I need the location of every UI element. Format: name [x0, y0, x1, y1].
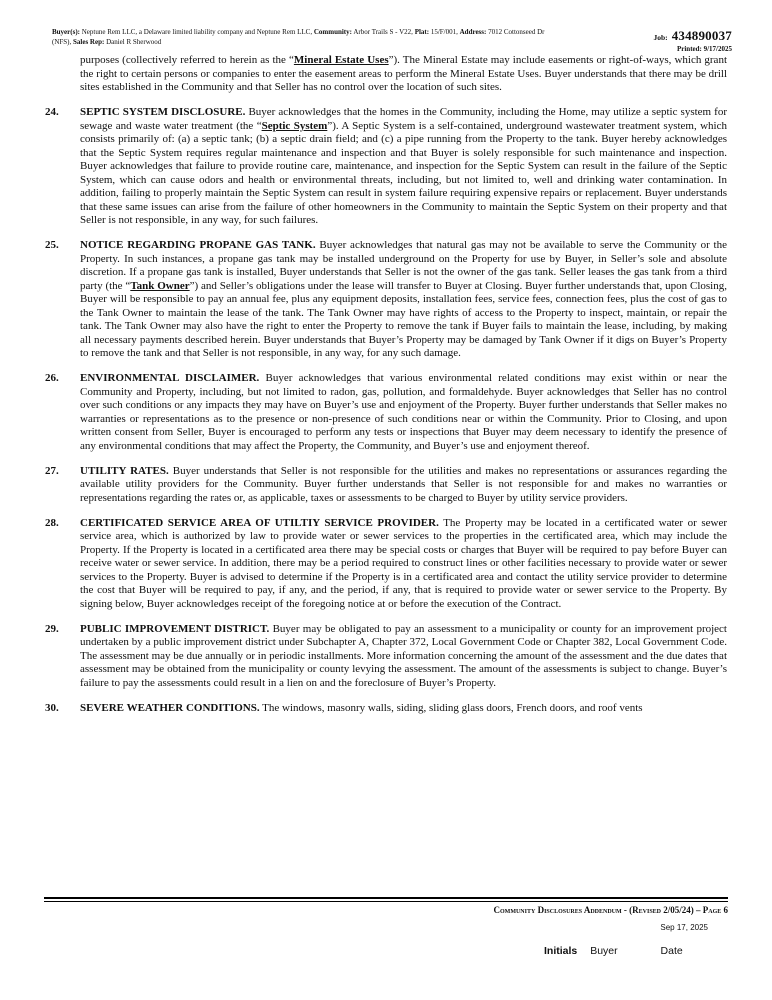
section-title: UTILITY RATES. [80, 464, 169, 477]
job-number: 434890037 [671, 28, 732, 43]
defined-term: Mineral Estate Uses [293, 54, 389, 66]
community-value: Arbor Trails S - V22, [353, 28, 413, 36]
job-label: Job: [653, 33, 668, 42]
section-title: NOTICE REGARDING PROPANE GAS TANK [80, 239, 313, 251]
footer-date: Sep 17, 2025 [660, 923, 708, 932]
address-value: 7012 Cottonseed Dr [488, 28, 545, 36]
footer-rule-thin [44, 901, 728, 902]
header-info [52, 27, 642, 47]
plat-label: Plat: [414, 28, 430, 36]
section-number: 30. [45, 701, 59, 714]
sales-rep-label: Sales Rep: [73, 38, 105, 46]
printed-date: 9/17/2025 [703, 45, 732, 53]
address-line2: (NFS), [52, 38, 72, 46]
section-title: ENVIRONMENTAL DISCLAIMER [80, 372, 257, 384]
defined-term: Septic System [261, 119, 328, 132]
section-title: SEPTIC SYSTEM DISCLOSURE [80, 106, 243, 118]
buyers-value: Neptune Rem LLC, a Delaware limited liability company and Neptune Rem LLC, [81, 28, 313, 36]
initials-date-field[interactable]: Date [660, 945, 683, 957]
page-header [52, 27, 732, 53]
document-body [45, 54, 727, 727]
section-number: 26. [45, 372, 59, 384]
defined-term: Tank Owner [130, 279, 190, 292]
section-number: 27. [45, 464, 59, 477]
plat-value: 15/F/001, [430, 28, 458, 36]
section-24: 24. SEPTIC SYSTEM DISCLOSURE. Buyer acknowledges that the homes in the Community, including the Home, may utilize a septic system for sewage and waste water treatment (the “Septic System”). A Septic System is a self-contained, underground wastewater treatment system, which consists primarily of: (a) a septic tank; (b) a septic drain field; and (c) a pipe running from the Property to the tank. Buyer hereby acknowledges that the Septic System requires regular maintenance and inspection and that Buyer is solely responsible for such maintenance and inspection. Buyer acknowledges that failure to provide routine care, maintenance, and inspection for the Septic System can result in the failure of the Septic System, which can cause odors and health or environmental threats, including, but not limited to, well and drinking water contamination. In addition, failing to properly maintain the Septic System can result in system failure requiring expensive repairs or replacement. Buyer understands that these same issues can arise from the failure of other homeowners in the Community to maintain the Septic System on their property and that Seller is not responsible, in any way, for such failures. [45, 106, 727, 226]
community-label: Community: [313, 28, 352, 36]
printed-label: Printed: [676, 45, 702, 53]
continuation-paragraph: purposes (collectively referred to herein as the “Mineral Estate Uses”). The Mineral Estate may include easements or right-of-ways, which grant the right to certain persons or companies to enter the easement areas to perform the Mineral Estate Uses. Buyer understands that there may be drill sites established in the Community and that Seller has no control over the location of such sites. [80, 54, 727, 93]
buyers-label: Buyer(s): [52, 28, 80, 36]
section-number: 25. [45, 239, 59, 251]
section-28: 28. CERTIFICATED SERVICE AREA OF UTILTIY SERVICE PROVIDER. The Property may be located in a certificated water or sewer service area, which is authorized by law to provide water or sewer services to the properties in the certificated area, which may include the Property. If the Property is located in a certificated area there may be special costs or charges that Buyer will be required to pay before Buyer can receive water or sewer service. In addition, there may be a period required to construct lines or other facilities necessary to provide water or sewer services to the Property. Buyer is advised to determine if the Property is in a certificated area and contact the utility service provider to determine the cost that Buyer will be required to pay, if any, and the period, if any, that is required to provide water or sewer service to the Property. By signing below, Buyer acknowledges receipt of the foregoing notice at or before the execution of the Contract. [45, 516, 727, 610]
section-title: PUBLIC IMPROVEMENT DISTRICT [80, 622, 267, 635]
section-29: 29. PUBLIC IMPROVEMENT DISTRICT. Buyer may be obligated to pay an assessment to a municipality or county for an improvement project undertaken by a public improvement district under Subchapter A, Chapter 372, Local Government Code or Chapter 382, Local Government Code. The assessment may be due annually or in periodic installments. More information concerning the amount of the assessment and the due dates that assessment may be obtained from the municipality or county levying the assessment. The amount of the assessments is subject to change. Buyer’s failure to pay the assessments could result in a lien on and the foreclosure of Buyer’s Property. [45, 622, 727, 689]
initials-label: Initials [544, 945, 578, 957]
section-number: 24. [45, 106, 59, 118]
section-title: SEVERE WEATHER CONDITIONS [80, 701, 257, 714]
section-26: 26. ENVIRONMENTAL DISCLAIMER. Buyer acknowledges that various environmental related conditions may exist within or near the Community and Property, including, but not limited to radon, gas, pollution, and formaldehyde. Buyer acknowledges that Seller has no control over such conditions or any impacts they may have on Buyer’s use and enjoyment of the Property. Buyer further understands that Seller makes no warranties or representations as to the presence or non-presence of such conditions near or within the Community. Prior to Closing, and upon written consent from Seller, Buyer is encouraged to perform any tests or inspections that Buyer may deem necessary to identify the presence of any environmental conditions that may affect the Property, the Community, and Buyer’s use and enjoyment thereof. [45, 372, 727, 452]
section-25: 25. NOTICE REGARDING PROPANE GAS TANK. Buyer acknowledges that natural gas may not be available to serve the Community or the Property. In such instances, a propane gas tank may be installed underground on the Property for use by Buyer, in Seller’s sole and absolute discretion. If a propane gas tank is installed, Buyer understands that Seller is not the owner of the gas tank. Seller leases the gas tank from a third party (the “Tank Owner”) and Seller’s obligations under the lease will transfer to Buyer at Closing. Buyer further understands that, upon Closing, Buyer will be responsible to pay an annual fee, plus any equipment deposits, installation fees, service fees, connection fees, plus the cost of gas to the Tank Owner to maintain the lease of the tank. The Tank Owner may have rights of access to the Property to inspect, maintain, or repair the tank. The Tank Owner may also have the right to enter the Property to remove the tank if Buyer fails to maintain the lease, including, by making all necessary payments described herein. Buyer understands that Buyer’s Property may be damaged by Tank Owner if it digs on Buyer’s Property to remove the tank and that Seller is not responsible, in any way, for any such damage. [45, 239, 727, 359]
footer-rule-thick [44, 897, 728, 899]
footer-title: Community Disclosures Addendum - (Revised 2/05/24) – Page 6 [493, 905, 728, 915]
initials-buyer-field[interactable]: Buyer [590, 945, 618, 957]
section-number: 28. [45, 516, 59, 529]
section-title: CERTIFICATED SERVICE AREA OF UTILTIY SERVICE PROVIDER [80, 516, 437, 529]
address-label: Address: [459, 28, 487, 36]
sales-rep-value: Daniel R Sherwood [106, 38, 162, 46]
initials-row [544, 945, 683, 957]
job-info [654, 27, 732, 54]
section-number: 29. [45, 622, 59, 635]
section-30: 30. SEVERE WEATHER CONDITIONS. The windows, masonry walls, siding, sliding glass doors, French doors, and roof vents [45, 701, 643, 714]
section-27: 27. UTILITY RATES. Buyer understands that Seller is not responsible for the utilities and makes no representations or assurances regarding the available utility providers for the Community. Buyer further understands that Seller is not responsible for and makes no warranties or representations regarding the rates or, as applicable, taxes or assessments to be charged to Buyer by utility service providers. [45, 464, 727, 504]
